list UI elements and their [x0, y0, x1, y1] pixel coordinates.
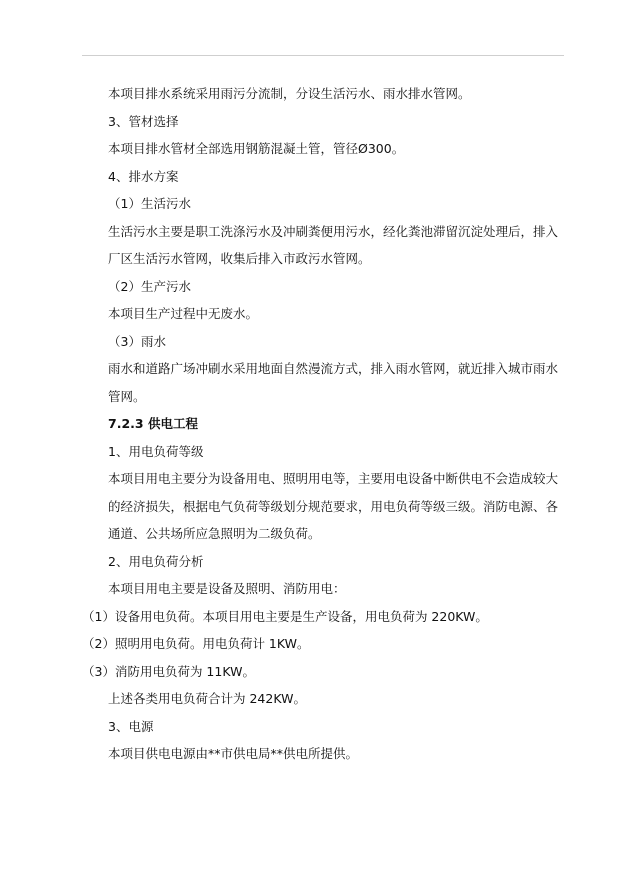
heading-power-source: 3、电源 — [108, 718, 154, 734]
item-lighting-load: （2）照明用电负荷。用电负荷计 1KW。 — [82, 636, 310, 651]
subheading-domestic-sewage: （1）生活污水 — [108, 196, 191, 211]
heading-load-level: 1、用电负荷等级 — [108, 443, 204, 459]
section-heading-power-supply: 7.2.3 供电工程 — [108, 416, 198, 431]
heading-load-analysis: 2、用电负荷分析 — [108, 553, 204, 569]
paragraph-load-analysis: 本项目用电主要是设备及照明、消防用电： — [108, 581, 346, 596]
header-divider — [82, 55, 564, 56]
paragraph-power-source: 本项目供电电源由**市供电局**供电所提供。 — [108, 746, 359, 761]
item-fire-load: （3）消防用电负荷为 11KW。 — [82, 663, 255, 679]
item-equipment-load: （1）设备用电负荷。本项目用电主要是生产设备，用电负荷为 220KW。 — [82, 608, 488, 624]
paragraph-production-sewage: 本项目生产过程中无废水。 — [108, 306, 259, 321]
heading-pipe-material: 3、管材选择 — [108, 113, 179, 129]
paragraph-domestic-sewage: 生活污水主要是职工洗涤污水及冲刷粪便用污水，经化粪池滞留沉淀处理后，排入厂区生活污水管网，收集后排入市政污水管网。 — [108, 223, 559, 266]
paragraph-rainwater: 雨水和道路广场冲刷水采用地面自然漫流方式，排入雨水管网，就近排入城市雨水管网。 — [108, 361, 559, 404]
paragraph-drainage-system: 本项目排水系统采用雨污分流制，分设生活污水、雨水排水管网。 — [108, 86, 471, 101]
heading-drainage-plan: 4、排水方案 — [108, 168, 179, 184]
paragraph-pipe-material: 本项目排水管材全部选用钢筋混凝土管，管径Ø300。 — [108, 141, 405, 156]
document-body — [82, 80, 566, 768]
subheading-production-sewage: （2）生产污水 — [108, 278, 191, 294]
paragraph-load-level: 本项目用电主要分为设备用电、照明用电等，主要用电设备中断供电不会造成较大的经济损失，根据电气负荷等级划分规范要求，用电负荷等级三级。消防电源、各通道、公共场所应急照明为二级负荷。 — [108, 471, 559, 541]
paragraph-total-load: 上述各类用电负荷合计为 242KW。 — [108, 691, 306, 706]
subheading-rainwater: （3）雨水 — [108, 333, 166, 349]
